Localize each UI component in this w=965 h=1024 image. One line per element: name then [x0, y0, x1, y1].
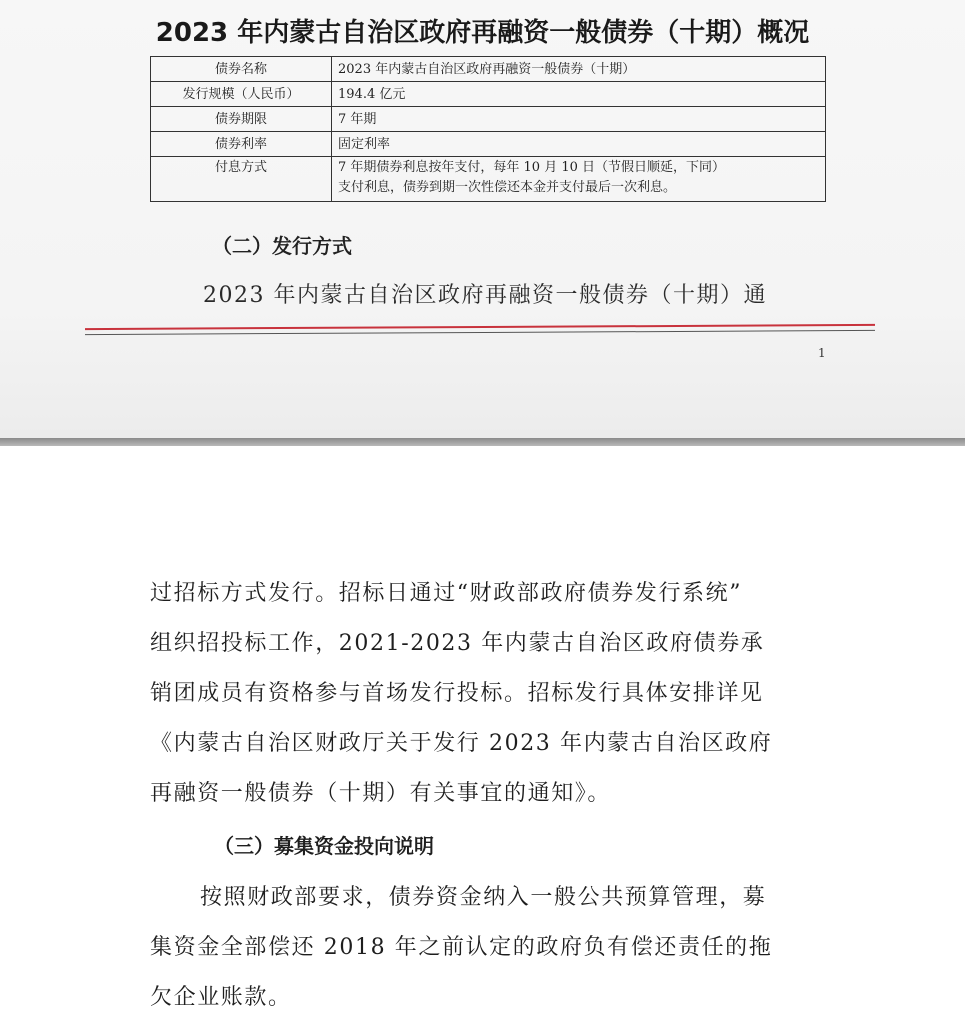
- section-heading-fund-use: （三）募集资金投向说明: [214, 834, 434, 858]
- table-value: 2023 年内蒙古自治区政府再融资一般债券（十期）: [332, 57, 826, 82]
- paragraph-line: 再融资一般债券（十期）有关事宜的通知》。: [150, 781, 612, 806]
- footer-rule-dark: [85, 330, 875, 335]
- table-value: 194.4 亿元: [332, 82, 826, 107]
- table-row: [151, 157, 826, 202]
- paragraph-line: 《内蒙古自治区财政厅关于发行 2023 年内蒙古自治区政府: [150, 731, 773, 756]
- paragraph-line: 过招标方式发行。招标日通过“财政部政府债券发行系统”: [150, 581, 743, 606]
- table-row: [151, 132, 826, 157]
- paragraph-line: 2023 年内蒙古自治区政府再融资一般债券（十期）通: [203, 283, 767, 308]
- page-number: 1: [818, 346, 826, 360]
- table-value: [332, 157, 826, 202]
- table-label: 债券期限: [151, 107, 332, 132]
- table-value-line: 支付利息，债券到期一次性偿还本金并支付最后一次利息。: [338, 180, 677, 195]
- paragraph-line: 集资金全部偿还 2018 年之前认定的政府负有偿还责任的拖: [150, 935, 773, 960]
- table-label: 发行规模（人民币）: [151, 82, 332, 107]
- table-value: 7 年期: [332, 107, 826, 132]
- paragraph-line: 组织招投标工作，2021-2023 年内蒙古自治区政府债券承: [150, 631, 765, 656]
- table-row: [151, 107, 826, 132]
- footer-rule-red: [85, 324, 875, 330]
- section-heading-issuance: （二）发行方式: [212, 234, 352, 258]
- paragraph-line: 欠企业账款。: [150, 985, 292, 1010]
- table-label: 付息方式: [151, 157, 332, 202]
- table-value: 固定利率: [332, 132, 826, 157]
- table-value-line: 7 年期债券利息按年支付，每年 10 月 10 日（节假日顺延，下同）: [338, 160, 726, 175]
- table-row: [151, 82, 826, 107]
- document-page-2: [0, 446, 965, 1024]
- paragraph-line: 按照财政部要求，债券资金纳入一般公共预算管理，募: [200, 885, 767, 910]
- table-label: 债券名称: [151, 57, 332, 82]
- page-separator: [0, 438, 965, 446]
- table-label: 债券利率: [151, 132, 332, 157]
- bond-info-table: [150, 56, 826, 202]
- paragraph-line: 销团成员有资格参与首场发行投标。招标发行具体安排详见: [150, 681, 764, 706]
- document-page-1: [0, 0, 965, 440]
- bond-overview-title: 2023 年内蒙古自治区政府再融资一般债券（十期）概况: [155, 18, 810, 48]
- table-row: [151, 57, 826, 82]
